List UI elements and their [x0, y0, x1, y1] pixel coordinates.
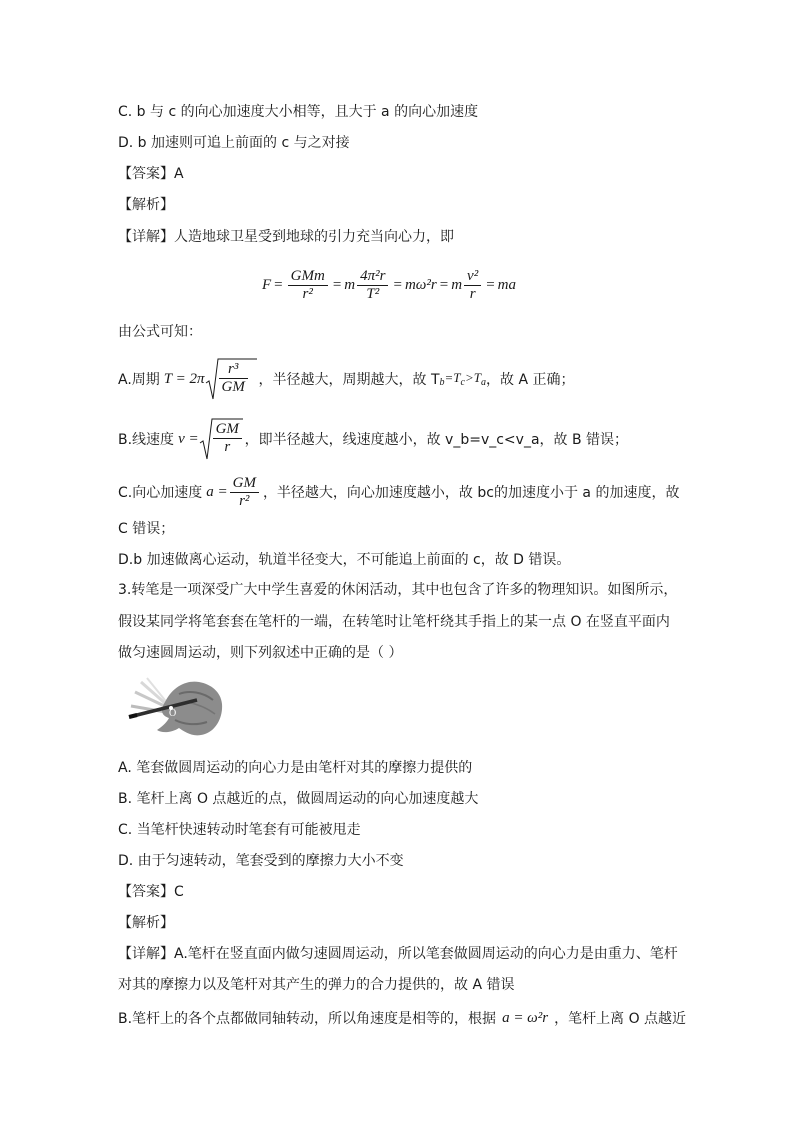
q3-option-d: D. 由于匀速转动，笔套受到的摩擦力大小不变 — [118, 853, 404, 869]
detail-intro-1: 【详解】人造地球卫星受到地球的引力充当向心力，即 — [118, 229, 454, 245]
q3-option-b: B. 笔杆上离 O 点越近的点，做圆周运动的向心加速度越大 — [118, 791, 479, 807]
q3-stem-1: 3.转笔是一项深受广大中学生喜爱的休闲活动，其中也包含了许多的物理知识。如图所示， — [118, 582, 678, 598]
period-order: $_b=T_c>T_a$ — [439, 370, 486, 388]
frac-period: $\frac{\text{4π²r}}{\text{T²}}$ — [357, 268, 388, 303]
line-b-velocity: B.线速度 v = $\frac{GM}{r}$ ，即半径越大，线速度越小，故 v_b=v_c<v_a，故 B 错误； — [118, 416, 628, 462]
line-d: D.b 加速做离心运动，轨道半径变大，不可能追上前面的 c，故 D 错误。 — [118, 552, 571, 568]
gravity-formula: F = $\frac{\text{GMm}}{\text{r²}}$ = m $\frac{\text{4π²r}}{\text{T²}}$ = mω²r = m $\frac{\text{v²}}{r}$ = ma — [262, 267, 516, 302]
analysis-label-1: 【解析】 — [118, 197, 174, 213]
line-c-cont: C 错误； — [118, 521, 175, 537]
pen-spin-figure — [127, 672, 223, 740]
line-a-period: A.周期 T = 2π $\frac{\text{r³}}{GM}$ ，半径越大，周期越大，故 T $_b=T_c>T_a$ ，故 A 正确； — [118, 356, 574, 402]
formula-F: F — [262, 276, 272, 293]
frac-velocity: $\frac{\text{v²}}{r}$ — [464, 268, 481, 303]
answer-label-1: 【答案】A — [118, 166, 184, 182]
answer-label-2: 【答案】C — [118, 884, 184, 900]
q3-option-a: A. 笔套做圆周运动的向心力是由笔杆对其的摩擦力提供的 — [118, 760, 473, 776]
detail-2-line-1: 【详解】A.笔杆在竖直面内做匀速圆周运动，所以笔套做圆周运动的向心力是由重力、笔杆 — [118, 946, 678, 962]
option-d: D. b 加速则可追上前面的 c 与之对接 — [118, 135, 350, 151]
sqrt-sign-2: $\frac{GM}{r}$ — [199, 417, 243, 461]
figure-label-o: O — [169, 708, 177, 719]
detail-2-line-3: B.笔杆上的各个点都做同轴转动，所以角速度是相等的，根据 a = ω²r ，笔杆上离 O 点越近 — [118, 1009, 687, 1027]
option-c: C. b 与 c 的向心加速度大小相等，且大于 a 的向心加速度 — [118, 104, 479, 120]
frac-gmm: $\frac{\text{GMm}}{\text{r²}}$ — [288, 268, 328, 303]
line-c-acceleration: C.向心加速度 a = $\frac{GM}{\text{r²}}$ ，半径越大，向心加速度越小，故 bc的加速度小于 a 的加速度，故 — [118, 474, 680, 509]
analysis-label-2: 【解析】 — [118, 915, 174, 931]
formula-conclusion: 由公式可知： — [118, 324, 202, 340]
detail-2-line-2: 对其的摩擦力以及笔杆对其产生的弹力的合力提供的，故 A 错误 — [118, 977, 515, 993]
q3-stem-2: 假设某同学将笔套套在笔杆的一端，在转笔时让笔杆绕其手指上的某一点 O 在竖直平面内 — [118, 614, 670, 630]
sqrt-sign: $\frac{\text{r³}}{GM}$ — [205, 357, 257, 401]
q3-stem-3: 做匀速圆周运动，则下列叙述中正确的是（ ） — [118, 645, 403, 661]
q3-option-c: C. 当笔杆快速转动时笔套有可能被甩走 — [118, 822, 361, 838]
